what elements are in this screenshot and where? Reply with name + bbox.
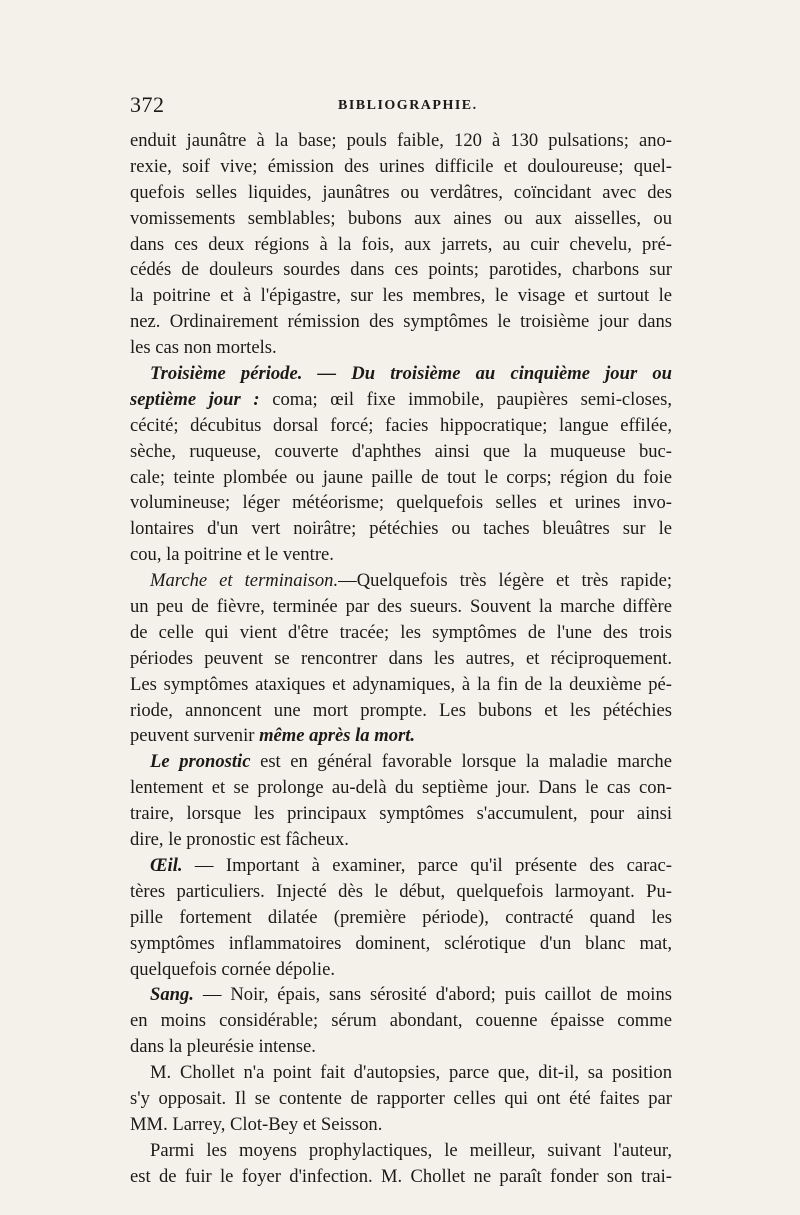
text-segment: Le pronostic bbox=[150, 751, 251, 773]
text-line bbox=[130, 309, 672, 335]
text-line bbox=[130, 879, 672, 905]
text-line bbox=[130, 1034, 672, 1060]
text-segment: vomissements semblables; bubons aux aines ou aux aisselles, ou bbox=[130, 207, 672, 229]
text-line bbox=[130, 723, 672, 749]
page-number: 372 bbox=[130, 92, 165, 117]
text-line bbox=[130, 1060, 672, 1086]
text-line bbox=[130, 128, 672, 154]
text-segment: un peu de fièvre, terminée par des sueurs. Souvent la marche diffère bbox=[130, 596, 672, 618]
text-segment: nez. Ordinairement rémission des symptômes le troisième jour dans bbox=[130, 311, 672, 333]
text-segment: dire, le pronostic est fâcheux. bbox=[130, 829, 349, 851]
text-segment: de celle qui vient d'être tracée; les symptômes de l'une des trois bbox=[130, 621, 672, 643]
text-segment: même après la mort. bbox=[259, 725, 416, 747]
text-line bbox=[130, 1138, 672, 1164]
text-line bbox=[130, 646, 672, 672]
text-segment: —Quelquefois très légère et très rapide; bbox=[338, 570, 672, 592]
text-segment: traire, lorsque les principaux symptômes s'accumulent, pour ainsi bbox=[130, 803, 672, 825]
text-segment: lontaires d'un vert noirâtre; pétéchies ou taches bleuâtres sur le bbox=[130, 518, 672, 540]
text-segment: peuvent survenir bbox=[130, 725, 260, 747]
text-segment: tères particuliers. Injecté dès le début, quelquefois larmoyant. Pu- bbox=[130, 880, 672, 902]
text-segment: pille fortement dilatée (première période), contracté quand les bbox=[130, 906, 672, 928]
text-line bbox=[130, 672, 672, 698]
text-segment: cécité; décubitus dorsal forcé; facies hippocratique; langue effilée, bbox=[130, 414, 672, 436]
text-line bbox=[130, 568, 672, 594]
text-line bbox=[130, 283, 672, 309]
text-segment: M. Chollet n'a point fait d'autopsies, parce que, dit-il, sa position bbox=[150, 1062, 672, 1084]
body-text bbox=[130, 128, 672, 1190]
text-segment: Les symptômes ataxiques et adynamiques, à la fin de la deuxième pé- bbox=[130, 673, 672, 695]
text-line bbox=[130, 698, 672, 724]
text-segment: sèche, ruqueuse, couverte d'aphthes ainsi que la muqueuse buc- bbox=[130, 440, 672, 462]
text-segment: cédés de douleurs sourdes dans ces points; parotides, charbons sur bbox=[130, 259, 672, 281]
text-line bbox=[130, 982, 672, 1008]
text-segment: la poitrine et à l'épigastre, sur les membres, le visage et surtout le bbox=[130, 285, 672, 307]
text-line bbox=[130, 516, 672, 542]
text-line bbox=[130, 490, 672, 516]
text-segment: septième jour : bbox=[130, 388, 260, 410]
text-line bbox=[130, 1086, 672, 1112]
text-segment: Marche et terminaison. bbox=[150, 570, 339, 592]
text-segment: les cas non mortels. bbox=[130, 337, 277, 359]
text-segment: est de fuir le foyer d'infection. M. Chollet ne paraît fonder son trai- bbox=[130, 1165, 672, 1187]
text-segment: enduit jaunâtre à la base; pouls faible, 120 à 130 pulsations; ano- bbox=[130, 130, 672, 151]
text-line bbox=[130, 257, 672, 283]
running-title: BIBLIOGRAPHIE. bbox=[338, 98, 478, 113]
text-line bbox=[130, 206, 672, 232]
text-line bbox=[130, 413, 672, 439]
text-segment: — Important à examiner, parce qu'il présente des carac- bbox=[182, 854, 672, 876]
text-segment: dans ces deux régions à la fois, aux jarrets, au cuir chevelu, pré- bbox=[130, 233, 672, 255]
text-line bbox=[130, 361, 672, 387]
text-segment: est en général favorable lorsque la maladie marche bbox=[250, 751, 672, 773]
text-line bbox=[130, 154, 672, 180]
text-segment: Œil. bbox=[150, 854, 183, 876]
text-segment: coma; œil fixe immobile, paupières semi-closes, bbox=[259, 388, 672, 410]
text-line bbox=[130, 465, 672, 491]
text-segment: s'y opposait. Il se contente de rapporter celles qui ont été faites par bbox=[130, 1087, 672, 1109]
text-line bbox=[130, 1112, 672, 1138]
text-line bbox=[130, 620, 672, 646]
text-line bbox=[130, 931, 672, 957]
text-line bbox=[130, 542, 672, 568]
text-segment: volumineuse; léger météorisme; quelquefois selles et urines invo- bbox=[130, 492, 672, 514]
page-header bbox=[130, 92, 670, 122]
text-segment: Parmi les moyens prophylactiques, le meilleur, suivant l'auteur, bbox=[150, 1139, 672, 1161]
text-line bbox=[130, 335, 672, 361]
text-segment: quelquefois cornée dépolie. bbox=[130, 958, 335, 980]
text-line bbox=[130, 1164, 672, 1190]
text-segment: rexie, soif vive; émission des urines difficile et douloureuse; quel- bbox=[130, 155, 672, 177]
text-segment: MM. Larrey, Clot-Bey et Seisson. bbox=[130, 1113, 383, 1135]
text-line bbox=[130, 957, 672, 983]
text-segment: Troisième période. — Du troisième au cinquième jour ou bbox=[150, 363, 672, 385]
text-line bbox=[130, 749, 672, 775]
text-line bbox=[130, 775, 672, 801]
text-line bbox=[130, 905, 672, 931]
text-line bbox=[130, 387, 672, 413]
text-segment: lentement et se prolonge au-delà du septième jour. Dans le cas con- bbox=[130, 777, 672, 799]
text-line bbox=[130, 180, 672, 206]
text-line bbox=[130, 1008, 672, 1034]
text-line bbox=[130, 801, 672, 827]
text-line bbox=[130, 853, 672, 879]
text-line bbox=[130, 594, 672, 620]
text-segment: dans la pleurésie intense. bbox=[130, 1036, 316, 1058]
text-segment: symptômes inflammatoires dominent, sclérotique d'un blanc mat, bbox=[130, 932, 672, 954]
text-line bbox=[130, 439, 672, 465]
text-segment: quefois selles liquides, jaunâtres ou verdâtres, coïncidant avec des bbox=[130, 181, 672, 203]
text-segment: riode, annoncent une mort prompte. Les bubons et les pétéchies bbox=[130, 699, 672, 721]
text-segment: cale; teinte plombée ou jaune paille de tout le corps; région du foie bbox=[130, 466, 672, 488]
text-segment: en moins considérable; sérum abondant, couenne épaisse comme bbox=[130, 1010, 672, 1032]
text-segment: — Noir, épais, sans sérosité d'abord; puis caillot de moins bbox=[193, 984, 672, 1006]
text-segment: cou, la poitrine et le ventre. bbox=[130, 544, 334, 566]
text-line bbox=[130, 827, 672, 853]
text-segment: périodes peuvent se rencontrer dans les autres, et réciproquement. bbox=[130, 647, 672, 669]
text-line bbox=[130, 232, 672, 258]
text-segment: Sang. bbox=[150, 984, 194, 1006]
